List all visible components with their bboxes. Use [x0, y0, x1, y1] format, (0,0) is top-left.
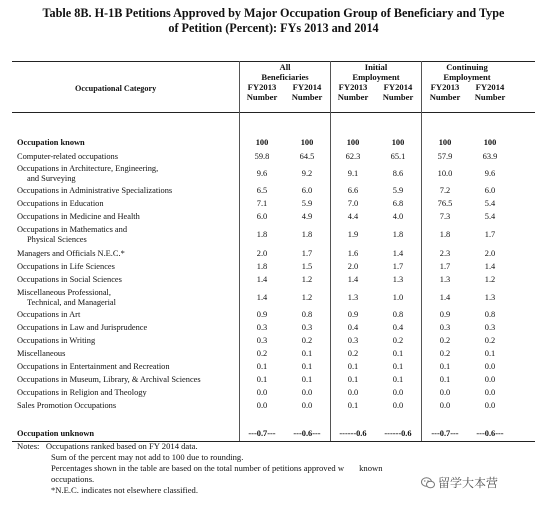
- cell-value: 0.2: [301, 336, 313, 345]
- cell-value: 7.2: [439, 186, 451, 195]
- cell-value: 1.7: [484, 230, 496, 239]
- cell-value: 0.1: [392, 362, 404, 371]
- cell-value: 100: [483, 138, 497, 147]
- cell-value: 0.2: [256, 349, 268, 358]
- cell-value: 100: [391, 138, 405, 147]
- cell-value: 100: [255, 138, 269, 147]
- table-notes: [17, 441, 383, 496]
- cell-value: 1.8: [439, 230, 451, 239]
- cell-value: 0.0: [484, 401, 496, 410]
- cell-value: 0.3: [484, 323, 496, 332]
- cell-value: 0.9: [347, 310, 359, 319]
- cell-value: ---0.7---: [431, 429, 459, 438]
- cell-value: 4.9: [301, 212, 313, 221]
- cell-value: 76.5: [437, 199, 453, 208]
- column-header: FY2013 Number: [246, 82, 278, 102]
- cell-value: 0.1: [301, 349, 313, 358]
- cell-value: 0.3: [347, 336, 359, 345]
- group-header-initial: Initial Employment: [352, 62, 400, 82]
- title-line-1: Table 8B. H-1B Petitions Approved by Major Occupation Group of Beneficiary and Type: [42, 6, 505, 20]
- row-label: Occupations in Art: [17, 310, 81, 319]
- column-header: FY2013 Number: [429, 82, 461, 102]
- cell-value: 0.1: [347, 401, 359, 410]
- cell-value: 1.4: [256, 293, 268, 302]
- cell-value: 0.0: [392, 401, 404, 410]
- cell-value: 0.0: [301, 388, 313, 397]
- row-label: Occupations in Life Sciences: [17, 262, 115, 271]
- cell-value: 4.0: [392, 212, 404, 221]
- cell-value: 0.0: [484, 388, 496, 397]
- row-label: Miscellaneous: [17, 349, 66, 358]
- cell-value: 0.1: [392, 375, 404, 384]
- cell-value: 0.0: [392, 388, 404, 397]
- cell-value: 0.4: [392, 323, 404, 332]
- note-percentages: Percentages shown in the table are based on the total number of petitions approved w known: [51, 463, 383, 473]
- cell-value: 0.2: [347, 349, 359, 358]
- cell-value: 0.0: [484, 362, 496, 371]
- cell-value: 1.9: [347, 230, 359, 239]
- row-label: Occupations in Writing: [17, 336, 96, 345]
- cell-value: ---0.6---: [293, 429, 321, 438]
- row-label: Occupations in Medicine and Health: [17, 212, 140, 221]
- group-header-all: All Beneficiaries: [261, 62, 309, 82]
- cell-value: 0.2: [439, 349, 451, 358]
- notes-prefix: Notes:: [17, 441, 40, 451]
- column-header: FY2013 Number: [337, 82, 369, 102]
- cell-value: 5.9: [392, 186, 404, 195]
- cell-value: 59.8: [254, 152, 270, 161]
- note-ranking: Occupations ranked based on FY 2014 data.: [45, 441, 198, 451]
- cell-value: 0.1: [301, 362, 313, 371]
- cell-value: 100: [300, 138, 314, 147]
- cell-value: 1.8: [256, 230, 268, 239]
- title-line-2: of Petition (Percent): FYs 2013 and 2014: [168, 21, 379, 35]
- row-label: Occupation unknown: [17, 429, 95, 438]
- cell-value: 0.1: [439, 362, 451, 371]
- cell-value: 1.7: [439, 262, 451, 271]
- row-label: Occupations in Museum, Library, & Archival Sciences: [17, 375, 201, 384]
- cell-value: 6.5: [256, 186, 268, 195]
- cell-value: ------0.6: [339, 429, 367, 438]
- row-label: Occupation known: [17, 138, 85, 147]
- cell-value: 0.0: [439, 401, 451, 410]
- cell-value: 2.0: [484, 249, 496, 258]
- cell-value: 1.3: [439, 275, 451, 284]
- row-label: Occupations in Law and Jurisprudence: [17, 323, 148, 332]
- cell-value: 0.3: [256, 336, 268, 345]
- cell-value: 6.0: [484, 186, 496, 195]
- cell-value: 100: [346, 138, 360, 147]
- cell-value: 9.6: [484, 169, 496, 178]
- cell-value: 64.5: [299, 152, 315, 161]
- cell-value: 0.4: [347, 323, 359, 332]
- row-label: Occupations in Education: [17, 199, 104, 208]
- cell-value: 1.4: [484, 262, 496, 271]
- row-label: Computer-related occupations: [17, 152, 118, 161]
- cell-value: 1.8: [301, 230, 313, 239]
- row-label: Occupations in Social Sciences: [17, 275, 122, 284]
- cell-value: 1.4: [256, 275, 268, 284]
- cell-value: 0.2: [484, 336, 496, 345]
- cell-value: 7.3: [439, 212, 451, 221]
- note-nec: *N.E.C. indicates not elsewhere classified.: [51, 485, 199, 495]
- row-label: Occupations in Religion and Theology: [17, 388, 147, 397]
- cell-value: 4.4: [347, 212, 359, 221]
- cell-value: 9.6: [256, 169, 268, 178]
- wechat-icon: [421, 477, 435, 489]
- cell-value: 1.7: [301, 249, 313, 258]
- cell-value: 8.6: [392, 169, 404, 178]
- cell-value: 0.1: [256, 375, 268, 384]
- group-header-continuing: Continuing Employment: [443, 62, 491, 82]
- cell-value: 5.4: [484, 199, 496, 208]
- column-header: FY2014 Number: [382, 82, 414, 102]
- cell-value: 1.7: [392, 262, 404, 271]
- cell-value: 0.0: [484, 375, 496, 384]
- cell-value: 0.1: [347, 362, 359, 371]
- note-occupations: occupations.: [51, 474, 95, 484]
- cell-value: 0.8: [301, 310, 313, 319]
- cell-value: 0.0: [256, 388, 268, 397]
- cell-value: 0.2: [392, 336, 404, 345]
- row-label: Managers and Officials N.E.C.*: [17, 249, 125, 258]
- cell-value: 57.9: [437, 152, 453, 161]
- cell-value: 0.3: [256, 323, 268, 332]
- row-label: Occupations in Architecture, Engineering, and Surveying: [17, 164, 159, 183]
- cell-value: 1.3: [392, 275, 404, 284]
- cell-value: 0.0: [256, 401, 268, 410]
- row-label: Occupations in Entertainment and Recreation: [17, 362, 170, 371]
- watermark-text: 留学大本营: [438, 476, 499, 490]
- cell-value: 7.0: [347, 199, 359, 208]
- cell-value: 0.8: [392, 310, 404, 319]
- cell-value: 0.0: [439, 388, 451, 397]
- row-label: Occupations in Administrative Specializations: [17, 186, 173, 195]
- cell-value: 0.1: [301, 375, 313, 384]
- row-label: Occupations in Mathematics and Physical Sciences: [17, 225, 128, 244]
- cell-value: 0.2: [439, 336, 451, 345]
- cell-value: 1.2: [301, 275, 313, 284]
- cell-value: 0.9: [439, 310, 451, 319]
- cell-value: 0.3: [301, 323, 313, 332]
- cell-value: 100: [438, 138, 452, 147]
- cell-value: 6.0: [301, 186, 313, 195]
- cell-value: 9.1: [347, 169, 359, 178]
- cell-value: 6.8: [392, 199, 404, 208]
- cell-value: 2.3: [439, 249, 451, 258]
- cell-value: 63.9: [482, 152, 498, 161]
- cell-value: 2.0: [256, 249, 268, 258]
- note-rounding: Sum of the percent may not add to 100 due to rounding.: [51, 452, 244, 462]
- cell-value: ------0.6: [384, 429, 412, 438]
- cell-value: 1.4: [392, 249, 404, 258]
- cell-value: ---0.7---: [248, 429, 276, 438]
- column-header: FY2014 Number: [291, 82, 323, 102]
- cell-value: 0.1: [439, 375, 451, 384]
- cell-value: 0.1: [392, 349, 404, 358]
- cell-value: 0.9: [256, 310, 268, 319]
- cell-value: 1.6: [347, 249, 359, 258]
- cell-value: 1.0: [392, 293, 404, 302]
- column-divider: [421, 61, 422, 441]
- cell-value: 1.2: [301, 293, 313, 302]
- cell-value: 1.5: [301, 262, 313, 271]
- cell-value: 1.8: [256, 262, 268, 271]
- cell-value: 9.2: [301, 169, 313, 178]
- cell-value: ---0.6---: [476, 429, 504, 438]
- cell-value: 0.1: [256, 362, 268, 371]
- column-header: FY2014 Number: [474, 82, 506, 102]
- row-label: Sales Promotion Occupations: [17, 401, 117, 410]
- cell-value: 5.4: [484, 212, 496, 221]
- cell-value: 1.4: [439, 293, 451, 302]
- watermark: [421, 474, 498, 491]
- cell-value: 1.8: [392, 230, 404, 239]
- cell-value: 5.9: [301, 199, 313, 208]
- cell-value: 2.0: [347, 262, 359, 271]
- cell-value: 1.3: [484, 293, 496, 302]
- cell-value: 0.0: [347, 388, 359, 397]
- cell-value: 62.3: [345, 152, 361, 161]
- cell-value: 0.3: [439, 323, 451, 332]
- table-title: [0, 6, 547, 36]
- cell-value: 0.1: [484, 349, 496, 358]
- category-header: Occupational Category: [75, 84, 157, 93]
- cell-value: 1.4: [347, 275, 359, 284]
- cell-value: 1.3: [347, 293, 359, 302]
- cell-value: 7.1: [256, 199, 268, 208]
- header-bottom-rule: [12, 112, 535, 113]
- cell-value: 6.6: [347, 186, 359, 195]
- cell-value: 0.1: [347, 375, 359, 384]
- cell-value: 6.0: [256, 212, 268, 221]
- row-label: Miscellaneous Professional, Technical, and Managerial: [17, 288, 116, 307]
- cell-value: 0.8: [484, 310, 496, 319]
- cell-value: 10.0: [437, 169, 453, 178]
- cell-value: 65.1: [390, 152, 406, 161]
- cell-value: 1.2: [484, 275, 496, 284]
- cell-value: 0.0: [301, 401, 313, 410]
